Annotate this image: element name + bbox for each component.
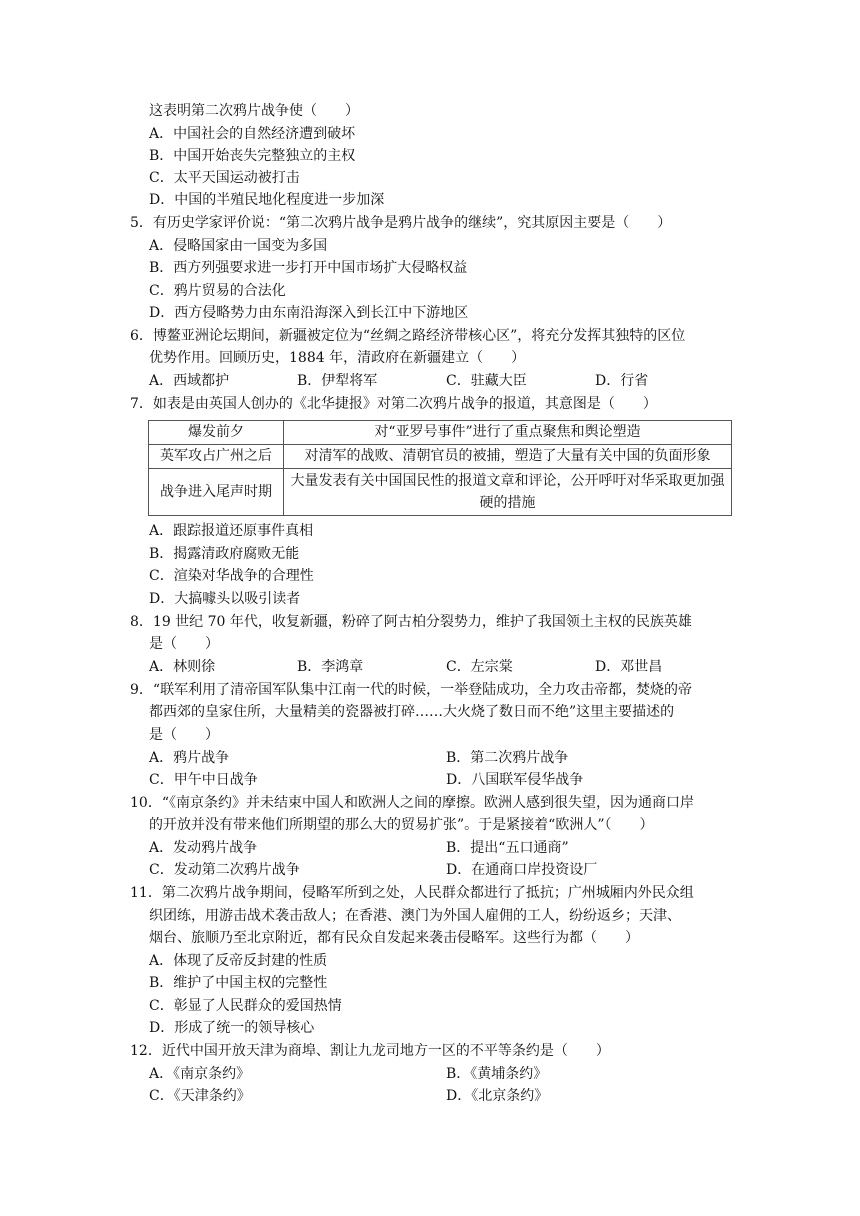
table-cell-period: 战争进入尾声时期 xyxy=(149,469,284,516)
text-line: B．中国开始丧失完整独立的主权 xyxy=(149,148,356,164)
answer-option: A．鸦片战争 xyxy=(149,750,230,766)
answer-option: A．发动鸦片战争 xyxy=(149,840,258,856)
text-line: A．侵略国家由一国变为多国 xyxy=(149,238,328,254)
text-line: A．中国社会的自然经济遭到破坏 xyxy=(149,126,356,142)
answer-option: D．邓世昌 xyxy=(595,659,663,675)
answer-option: A．林则徐 xyxy=(149,659,216,675)
text-line: 7．如表是由英国人创办的《北华捷报》对第二次鸦片战争的报道，其意图是（ ） xyxy=(130,396,657,412)
answer-option: D．《北京条约》 xyxy=(446,1088,549,1104)
text-line: 织团练，用游击战术袭击敌人；在香港、澳门为外国人雇佣的工人，纷纷返乡；天津、 xyxy=(149,908,681,924)
text-line: C．太平天国运动被打击 xyxy=(149,170,300,186)
answer-option: C．左宗棠 xyxy=(446,659,513,675)
table-cell-period: 爆发前夕 xyxy=(149,421,284,445)
text-line: B．维护了中国主权的完整性 xyxy=(149,975,328,991)
text-line: 9．“联军利用了清帝国军队集中江南一代的时候，一举登陆成功，全力攻击帝都，焚烧的帝 xyxy=(130,682,693,698)
table-cell-period: 英军攻占广州之后 xyxy=(149,445,284,469)
text-line: A．体现了反帝反封建的性质 xyxy=(149,953,328,969)
table-row xyxy=(149,421,732,445)
answer-option: B．伊犁将军 xyxy=(297,373,378,389)
text-line: D．大搞噱头以吸引读者 xyxy=(149,591,301,607)
answer-option: B．提出“五口通商” xyxy=(446,840,569,856)
answer-option: C．发动第二次鸦片战争 xyxy=(149,862,300,878)
table-row xyxy=(149,445,732,469)
text-line: 优势作用。回顾历史，1884 年，清政府在新疆建立（ ） xyxy=(149,350,526,366)
answer-option: B．《黄埔条约》 xyxy=(446,1066,548,1082)
text-line: 是（ ） xyxy=(149,727,219,743)
text-line: 的开放并没有带来他们所期望的那么大的贸易扩张”。于是紧接着“欧洲人”（ ） xyxy=(149,817,654,833)
text-line: C．彰显了人民群众的爱国热情 xyxy=(149,998,342,1014)
text-line: A．跟踪报道还原事件真相 xyxy=(149,523,314,539)
text-line: 8．19 世纪 70 年代，收复新疆，粉碎了阿古柏分裂势力，维护了我国领土主权的民族英雄 xyxy=(130,614,692,630)
text-line: 烟台、旅顺乃至北京附近，都有民众自发起来袭击侵略军。这些行为都（ ） xyxy=(149,930,639,946)
text-line: 6．博鳌亚洲论坛期间，新疆被定位为“丝绸之路经济带核心区”，将充分发挥其独特的区位 xyxy=(130,328,686,344)
table-row xyxy=(149,469,732,516)
text-line: 5．有历史学家评价说：“第二次鸦片战争是鸦片战争的继续”，究其原因主要是（ ） xyxy=(130,215,672,231)
table-cell-content: 对“亚罗号事件”进行了重点聚焦和舆论塑造 xyxy=(284,421,732,445)
text-line: D．形成了统一的领导核心 xyxy=(149,1020,315,1036)
table-cell-content: 对清军的战败、清朝官员的被捕，塑造了大量有关中国的负面形象 xyxy=(284,445,732,469)
text-line: C．渲染对华战争的合理性 xyxy=(149,568,314,584)
answer-option: B．第二次鸦片战争 xyxy=(446,750,569,766)
text-line: 是（ ） xyxy=(149,636,219,652)
text-line: 12．近代中国开放天津为商埠、割让九龙司地方一区的不平等条约是（ ） xyxy=(130,1043,610,1059)
answer-option: D．八国联军侵华战争 xyxy=(446,772,584,788)
text-line: 10．“《南京条约》并未结束中国人和欧洲人之间的摩擦。欧洲人感到很失望，因为通商口岸 xyxy=(130,795,694,811)
text-line: 11．第二次鸦片战争期间，侵略军所到之处，人民群众都进行了抵抗；广州城厢内外民众组 xyxy=(130,885,694,901)
text-line: C．鸦片贸易的合法化 xyxy=(149,283,286,299)
answer-option: C．甲午中日战争 xyxy=(149,772,258,788)
text-line: D．西方侵略势力由东南沿海深入到长江中下游地区 xyxy=(149,305,469,321)
text-line: B．揭露清政府腐败无能 xyxy=(149,546,300,562)
text-line: D．中国的半殖民地化程度进一步加深 xyxy=(149,192,385,208)
table-cell-content: 大量发表有关中国国民性的报道文章和评论，公开呼吁对华采取更加强硬的措施 xyxy=(284,469,732,516)
answer-option: C．《天津条约》 xyxy=(149,1088,251,1104)
text-line: 这表明第二次鸦片战争使（ ） xyxy=(149,103,359,119)
answer-option: A．《南京条约》 xyxy=(149,1066,251,1082)
answer-option: D．行省 xyxy=(595,373,649,389)
answer-option: C．驻藏大臣 xyxy=(446,373,527,389)
answer-option: D．在通商口岸投资设厂 xyxy=(446,862,598,878)
report-table xyxy=(148,420,732,516)
text-line: B．西方列强要求进一步打开中国市场扩大侵略权益 xyxy=(149,260,468,276)
answer-option: A．西域都护 xyxy=(149,373,230,389)
text-line: 都西郊的皇家住所，大量精美的瓷器被打碎……大火烧了数日而不绝”这里主要描述的 xyxy=(149,704,675,720)
answer-option: B．李鸿章 xyxy=(297,659,364,675)
